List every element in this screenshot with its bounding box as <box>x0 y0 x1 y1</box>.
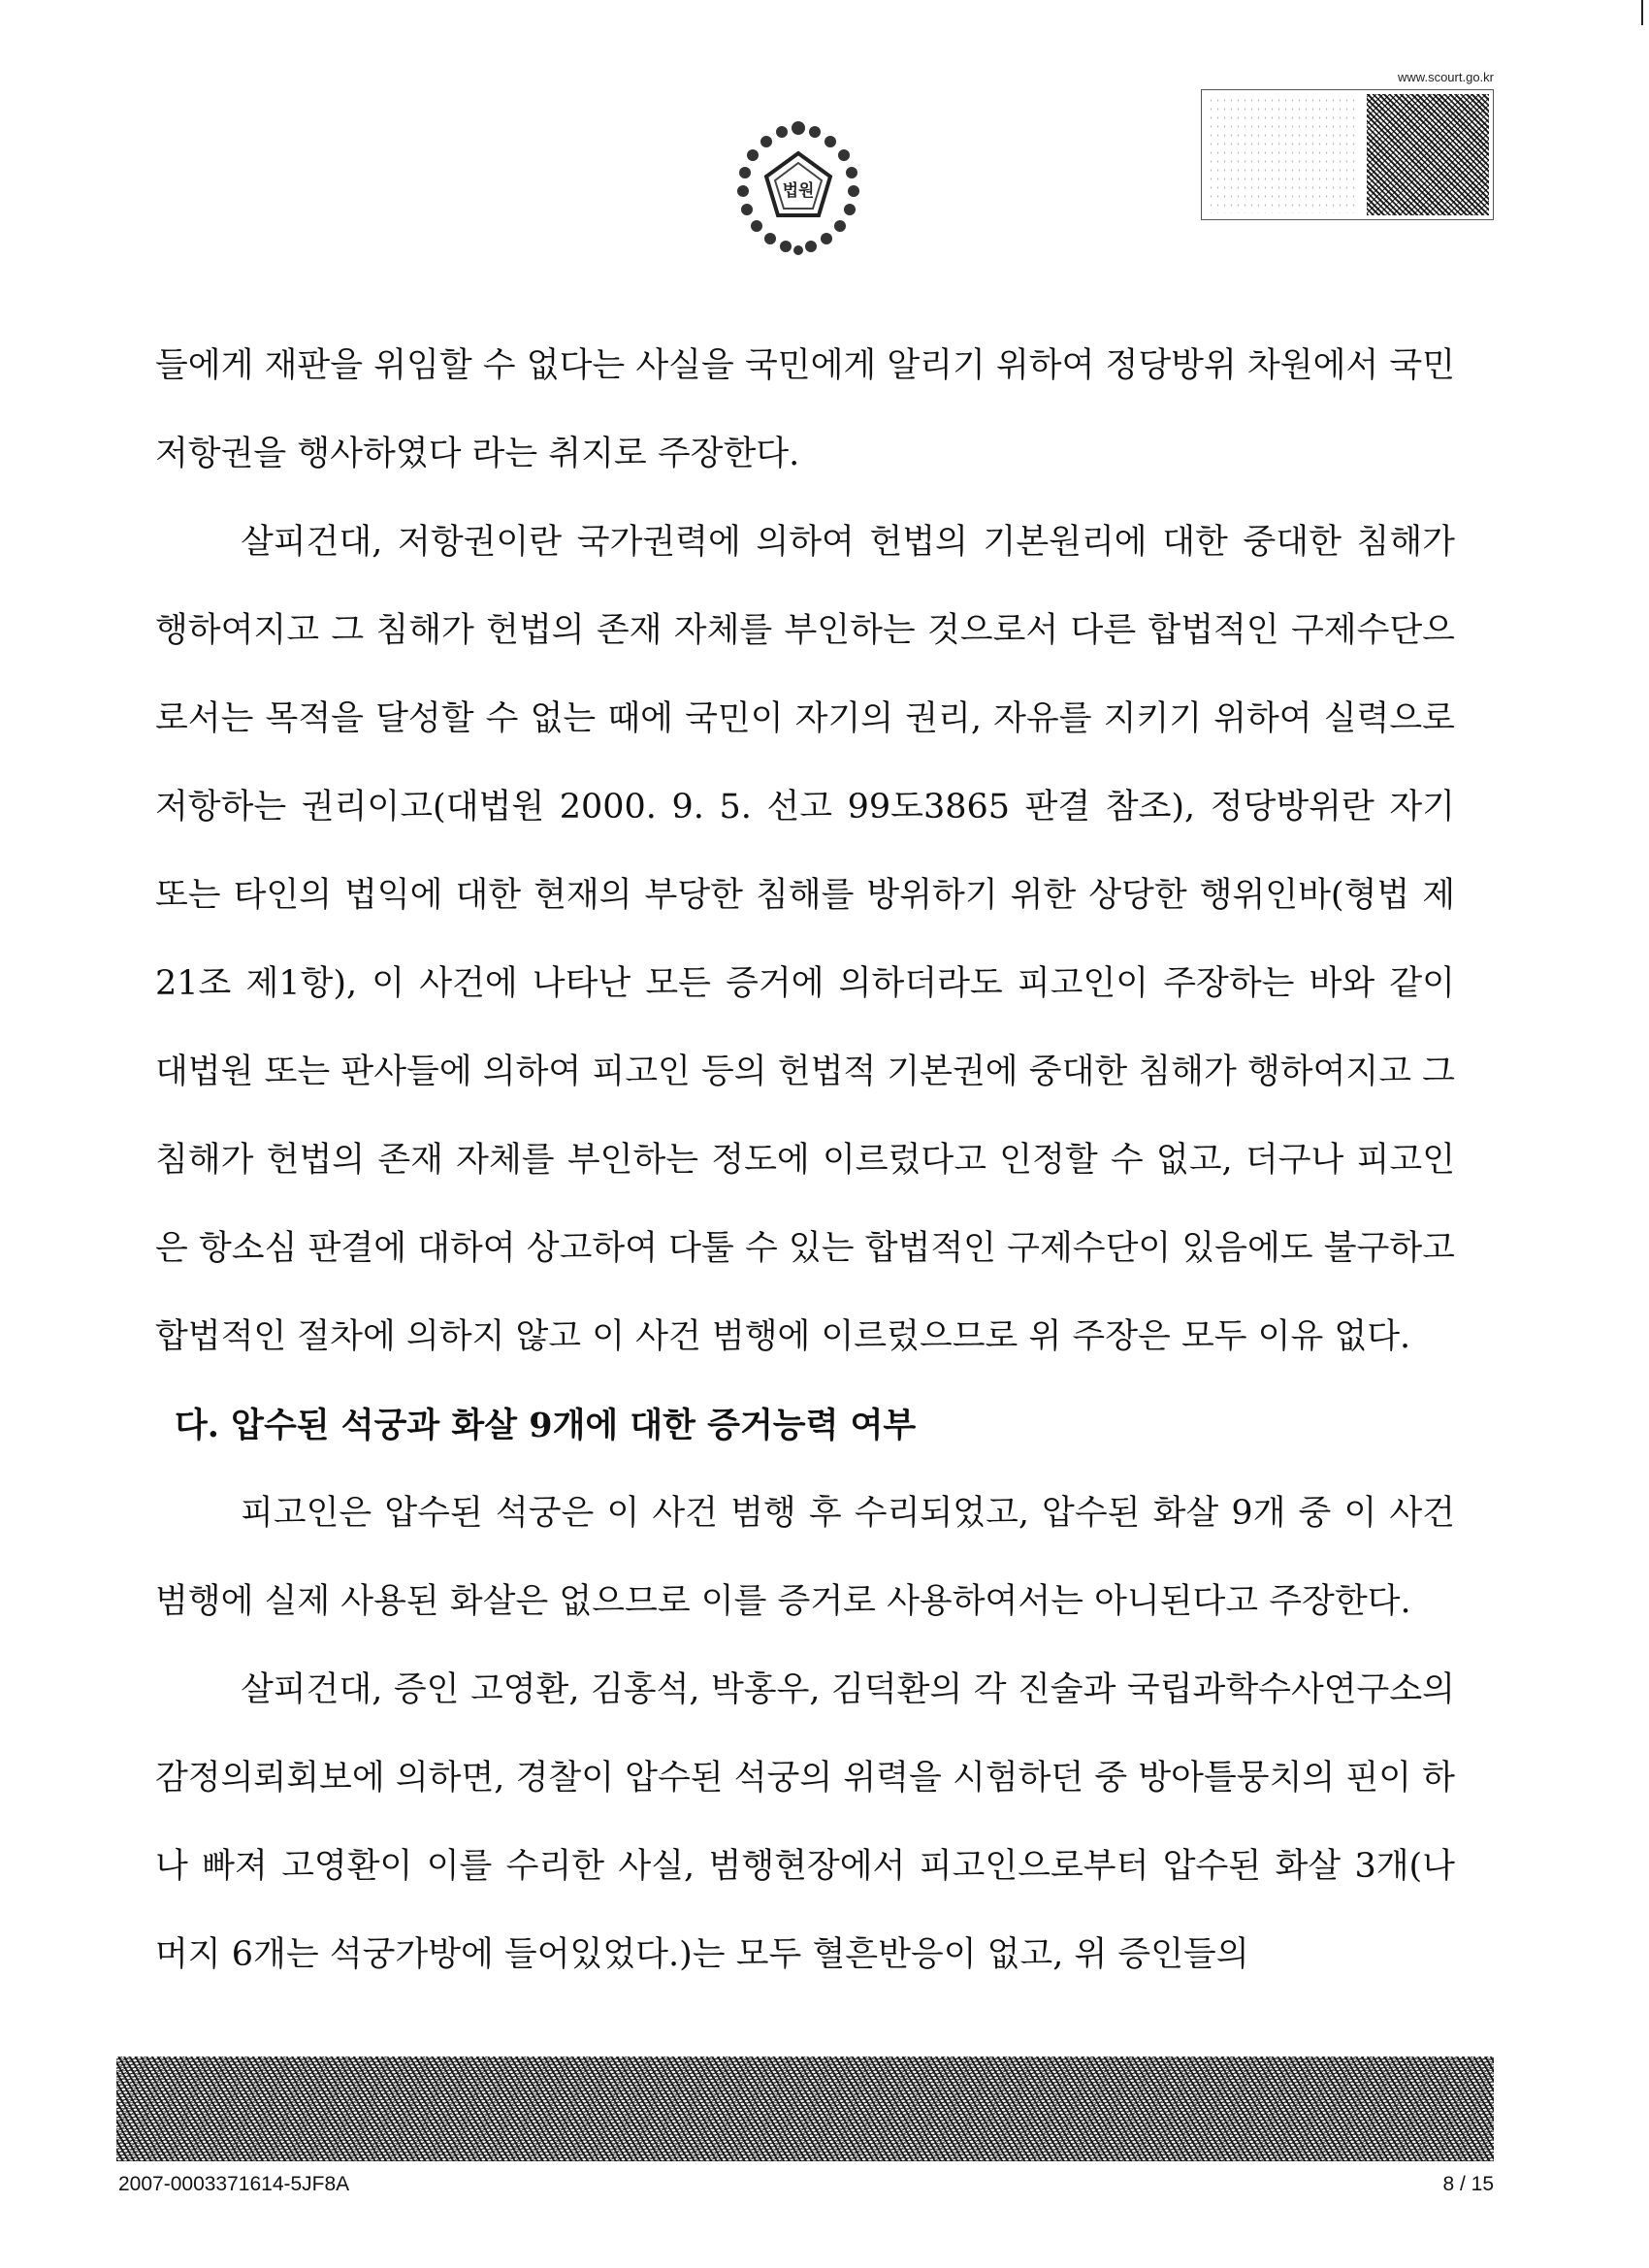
footer-security-pattern <box>116 2057 1494 2161</box>
verification-barcode <box>1367 94 1489 215</box>
verification-dot-pattern <box>1208 96 1359 213</box>
court-emblem-logo <box>726 116 871 262</box>
page-number: 8 / 15 <box>1442 2173 1494 2195</box>
header-url: www.scourt.go.kr <box>1398 70 1494 84</box>
document-body <box>155 322 1455 1999</box>
paragraph-resistance-right: 살피건대, 저항권이란 국가권력에 의하여 헌법의 기본원리에 대한 중대한 침해가 행하여지고 그 침해가 헌법의 존재 자체를 부인하는 것으로서 다른 합법적인 구제수단으로서는 목적을 달성할 수 없는 때에 국민이 자기의 권리, 자유를 지키기 위하여 실력으로 저항하는 권리이고(대법원 2000. 9. 5. 선고 99도3865 판결 참조), 정당방위란 자기 또는 타인의 법익에 대한 현재의 부당한 침해를 방위하기 위한 상당한 행위인바(형법 제21조 제1항), 이 사건에 나타난 모든 증거에 의하더라도 피고인이 주장하는 바와 같이 대법원 또는 판사들에 의하여 피고인 등의 헌법적 기본권에 중대한 침해가 행하여지고 그 침해가 헌법의 존재 자체를 부인하는 정도에 이르렀다고 인정할 수 없고, 더구나 피고인은 항소심 판결에 대하여 상고하여 다툴 수 있는 합법적인 구제수단이 있음에도 불구하고 합법적인 절차에 의하지 않고 이 사건 범행에 이르렀으므로 위 주장은 모두 이유 없다. <box>155 523 1455 1356</box>
paragraph-defendant-claim: 피고인은 압수된 석궁은 이 사건 범행 후 수리되었고, 압수된 화살 9개 중 이 사건 범행에 실제 사용된 화살은 없으므로 이를 증거로 사용하여서는 아니된다고 주장한다. <box>155 1494 1455 1621</box>
section-heading: 다. 압수된 석궁과 화살 9개에 대한 증거능력 여부 <box>175 1406 917 1445</box>
verification-code-box <box>1201 89 1494 220</box>
paragraph-examination: 살피건대, 증인 고영환, 김홍석, 박홍우, 김덕환의 각 진술과 국립과학수사연구소의 감정의뢰회보에 의하면, 경찰이 압수된 석궁의 위력을 시험하던 중 방아틀뭉치의 핀이 하나 빠져 고영환이 이를 수리한 사실, 범행현장에서 피고인으로부터 압수된 화살 3개(나머지 6개는 석궁가방에 들어있었다.)는 모두 혈흔반응이 없고, 위 증인들의 <box>155 1670 1455 1974</box>
page-edge-mark <box>1641 0 1643 25</box>
document-id: 2007-0003371614-5JF8A <box>118 2173 350 2195</box>
logo-text: 법원 <box>782 181 815 201</box>
paragraph-continued: 들에게 재판을 위임할 수 없다는 사실을 국민에게 알리기 위하여 정당방위 차원에서 국민저항권을 행사하였다 라는 취지로 주장한다. <box>155 346 1455 473</box>
